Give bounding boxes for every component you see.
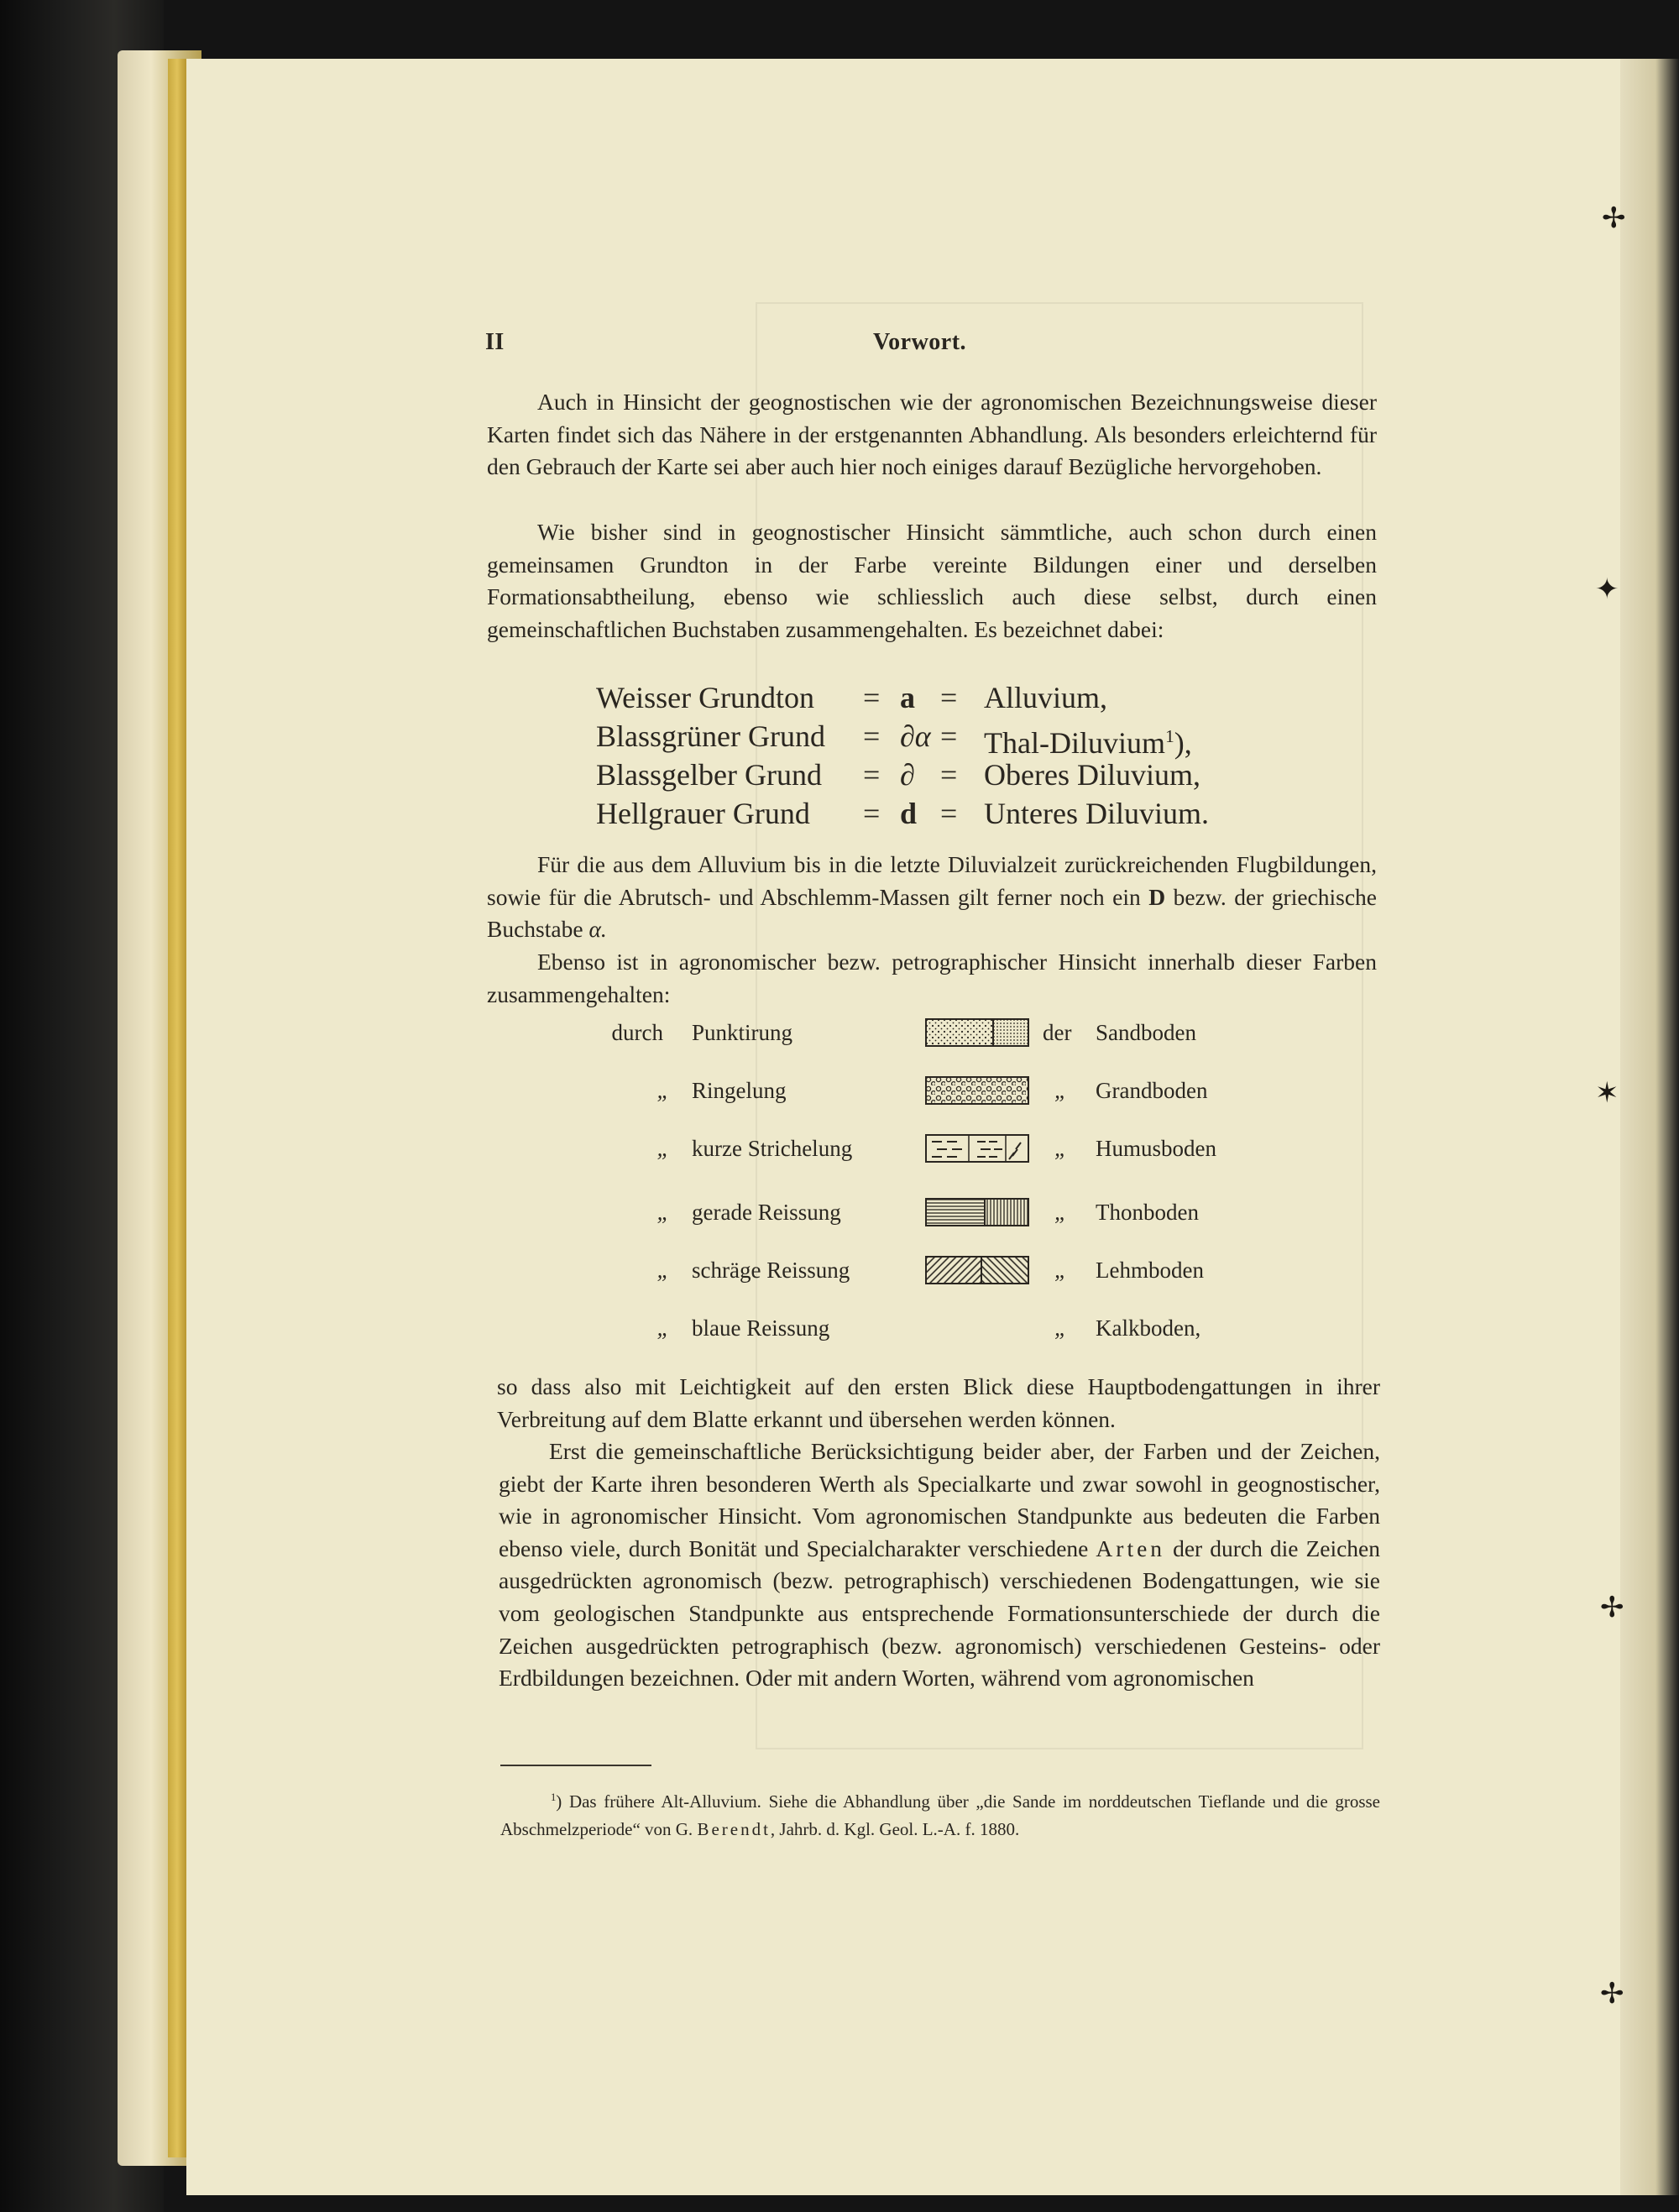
formation-symbol: ∂ xyxy=(900,758,915,792)
ditto-mark: „ xyxy=(656,1078,670,1103)
legend-soil: Grandboden xyxy=(1096,1078,1208,1103)
legend-prefix: durch xyxy=(611,1020,663,1045)
paragraph-sodass-text: so dass also mit Leichtigkeit auf den ersten Blick diese Hauptbodengattungen in ihrer Verbreitung auf dem Blatte erkannt und übersehen werden können. xyxy=(497,1373,1380,1432)
formation-age: Unteres Diluvium. xyxy=(984,797,1209,830)
ditto-mark: „ xyxy=(656,1200,670,1225)
legend-soil: Kalkboden, xyxy=(1096,1315,1201,1341)
ditto-mark: „ xyxy=(1054,1315,1068,1341)
sand-pattern-swatch xyxy=(925,1018,1029,1047)
binding-tab: ✢ xyxy=(1600,1977,1624,2011)
paragraph-flug xyxy=(487,849,1377,946)
formation-ground: Hellgrauer Grund xyxy=(596,797,810,830)
paragraph-ebenso-text: Ebenso ist in agronomischer bezw. petrographischer Hinsicht innerhalb dieser Farben zusammengehalten: xyxy=(487,949,1377,1007)
equals-sign: = xyxy=(940,797,958,830)
equals-sign: = xyxy=(863,797,881,830)
legend-soil: Lehmboden xyxy=(1096,1258,1204,1283)
binding-tab: ✢ xyxy=(1600,1591,1624,1624)
footnote-marker: 1 xyxy=(551,1791,557,1803)
paragraph-erst-text: Erst die gemeinschaftliche Berücksichtigung beider aber, der Farben und der Zeichen, giebt der Karte ihren besonderen Werth als Specialkarte und zwar sowohl in geognostischer, wie in agronomischer Hinsicht. Vom agronomischen Standpunkte aus bedeuten die Farben ebenso viele, durch Bonität und Specialcharakter verschiedene xyxy=(499,1438,1380,1561)
equals-sign: = xyxy=(863,719,881,753)
ditto-mark: „ xyxy=(1054,1136,1068,1161)
legend-row xyxy=(604,1020,1276,1078)
legend-name: schräge Reissung xyxy=(692,1258,850,1283)
paragraph-erst xyxy=(499,1435,1380,1695)
formation-age: Alluvium, xyxy=(984,681,1108,714)
ditto-mark: „ xyxy=(1054,1078,1068,1103)
legend-name: Punktirung xyxy=(692,1020,793,1045)
formation-symbol: a xyxy=(900,681,915,714)
formation-symbol: ∂α xyxy=(900,719,931,753)
legend-name: Ringelung xyxy=(692,1078,787,1103)
binding-tab: ✢ xyxy=(1602,201,1626,235)
footnote-text: Das frühere Alt-Alluvium. Siehe die Abhandlung über „die Sande im norddeutschen Tieflande und die grosse Abschmelzperiode“ von G. xyxy=(500,1791,1380,1839)
equals-sign: = xyxy=(863,681,881,714)
binding-tab: ✶ xyxy=(1595,1076,1619,1110)
paragraph-wie xyxy=(487,516,1377,646)
formation-age-text: Thal-Diluvium xyxy=(984,726,1165,760)
gilded-edge xyxy=(168,59,186,2157)
legend-soil: Humusboden xyxy=(1096,1136,1216,1161)
ditto-mark: „ xyxy=(656,1258,670,1283)
equals-sign: = xyxy=(863,758,881,792)
paragraph-erst-after: der durch die Zeichen ausgedrückten agronomisch (bezw. petrographisch) verschiedenen Bodengattungen, wie sie vom geologischen Standpunkte aus entsprechende Formationsunterschiede der durch die Zeichen ausgedrückten petrographisch (bezw. agronomisch) verschiedenen Gesteins- oder Erdbildungen bezeichnen. Oder mit andern Worten, während vom agronomischen xyxy=(499,1535,1381,1692)
legend-soil: Sandboden xyxy=(1096,1020,1196,1045)
symbol-alpha: α. xyxy=(588,916,607,943)
page-number: II xyxy=(485,329,505,355)
equals-sign: = xyxy=(940,719,958,753)
spaced-word: Arten xyxy=(1096,1535,1166,1561)
formation-ground: Weisser Grundton xyxy=(596,681,815,714)
legend-name: blaue Reissung xyxy=(692,1315,830,1341)
legend-row xyxy=(604,1315,1276,1373)
paragraph-flug-text: Für die aus dem Alluvium bis in die letzte Diluvialzeit zurückreichenden Flugbildungen, sowie für die Abrutsch- und Abschlemm-Massen gilt ferner noch ein xyxy=(487,851,1377,910)
footnote: $^1$) Das frühere Alt-Alluvium. Siehe die Abhandlung über „die Sande im norddeutschen Tieflande und die grosse Abschmelzperiode“ von G. Berendt, Jahrb. d. Kgl. Geol. L.-A. f. 1880. xyxy=(500,1791,1380,1839)
paragraph-auch-text: Auch in Hinsicht der geognostischen wie der agronomischen Bezeichnungsweise dieser Karten findet sich das Nähere in der erstgenannten Abhandlung. Als besonders erleichternd für den Gebrauch der Karte sei aber auch hier noch einiges darauf Bezügliche hervorgehoben. xyxy=(487,389,1377,480)
paragraph-auch xyxy=(487,386,1377,484)
paragraph-ebenso xyxy=(487,946,1377,1011)
formation-ground: Blassgelber Grund xyxy=(596,758,822,792)
formation-ground: Blassgrüner Grund xyxy=(596,719,825,753)
ditto-mark: „ xyxy=(656,1136,670,1161)
footnote-ref: 1 xyxy=(1164,726,1174,746)
equals-sign: = xyxy=(940,758,958,792)
humus-pattern-swatch xyxy=(925,1134,1029,1163)
equals-sign: = xyxy=(940,681,958,714)
footnote-author: Berendt xyxy=(697,1819,771,1839)
legend-row xyxy=(604,1078,1276,1136)
ditto-mark: „ xyxy=(1054,1200,1068,1225)
ditto-mark: „ xyxy=(1054,1258,1068,1283)
legend-name: gerade Reissung xyxy=(692,1200,841,1225)
thon-pattern-swatch xyxy=(925,1198,1029,1226)
grand-pattern-swatch xyxy=(925,1076,1029,1105)
page-right-edge xyxy=(1620,59,1679,2195)
paragraph-wie-text: Wie bisher sind in geognostischer Hinsicht sämmtliche, auch schon durch einen gemeinsamen Grundton in der Farbe vereinte Bildungen einer und derselben Formationsabtheilung, ebenso wie schliesslich auch diese selbst, durch einen gemeinschaftlichen Buchstaben zusammengehalten. Es bezeichnet dabei: xyxy=(487,519,1377,642)
formation-age: Oberes Diluvium, xyxy=(984,758,1200,792)
legend-soil: Thonboden xyxy=(1096,1200,1199,1225)
footnote-rule xyxy=(500,1765,651,1766)
page-title: Vorwort. xyxy=(873,329,967,355)
legend-post-prefix: der xyxy=(1043,1020,1072,1045)
paragraph-sodass xyxy=(497,1371,1380,1435)
legend-row xyxy=(604,1200,1276,1258)
soil-legend xyxy=(604,1020,1276,1373)
legend-row xyxy=(604,1136,1276,1200)
footnote-after: , Jahrb. d. Kgl. Geol. L.-A. f. 1880. xyxy=(770,1819,1020,1839)
lehm-pattern-swatch xyxy=(925,1256,1029,1284)
paragraph-flug-middle: bezw. der griechische Buchstabe xyxy=(487,883,1378,943)
legend-name: kurze Strichelung xyxy=(692,1136,853,1161)
binding-tab: ✦ xyxy=(1595,573,1619,606)
legend-row xyxy=(604,1258,1276,1315)
ditto-mark: „ xyxy=(656,1315,670,1341)
symbol-D: D xyxy=(1148,883,1166,910)
formation-symbol: d xyxy=(900,797,918,830)
formation-age-suffix: ), xyxy=(1174,726,1192,760)
